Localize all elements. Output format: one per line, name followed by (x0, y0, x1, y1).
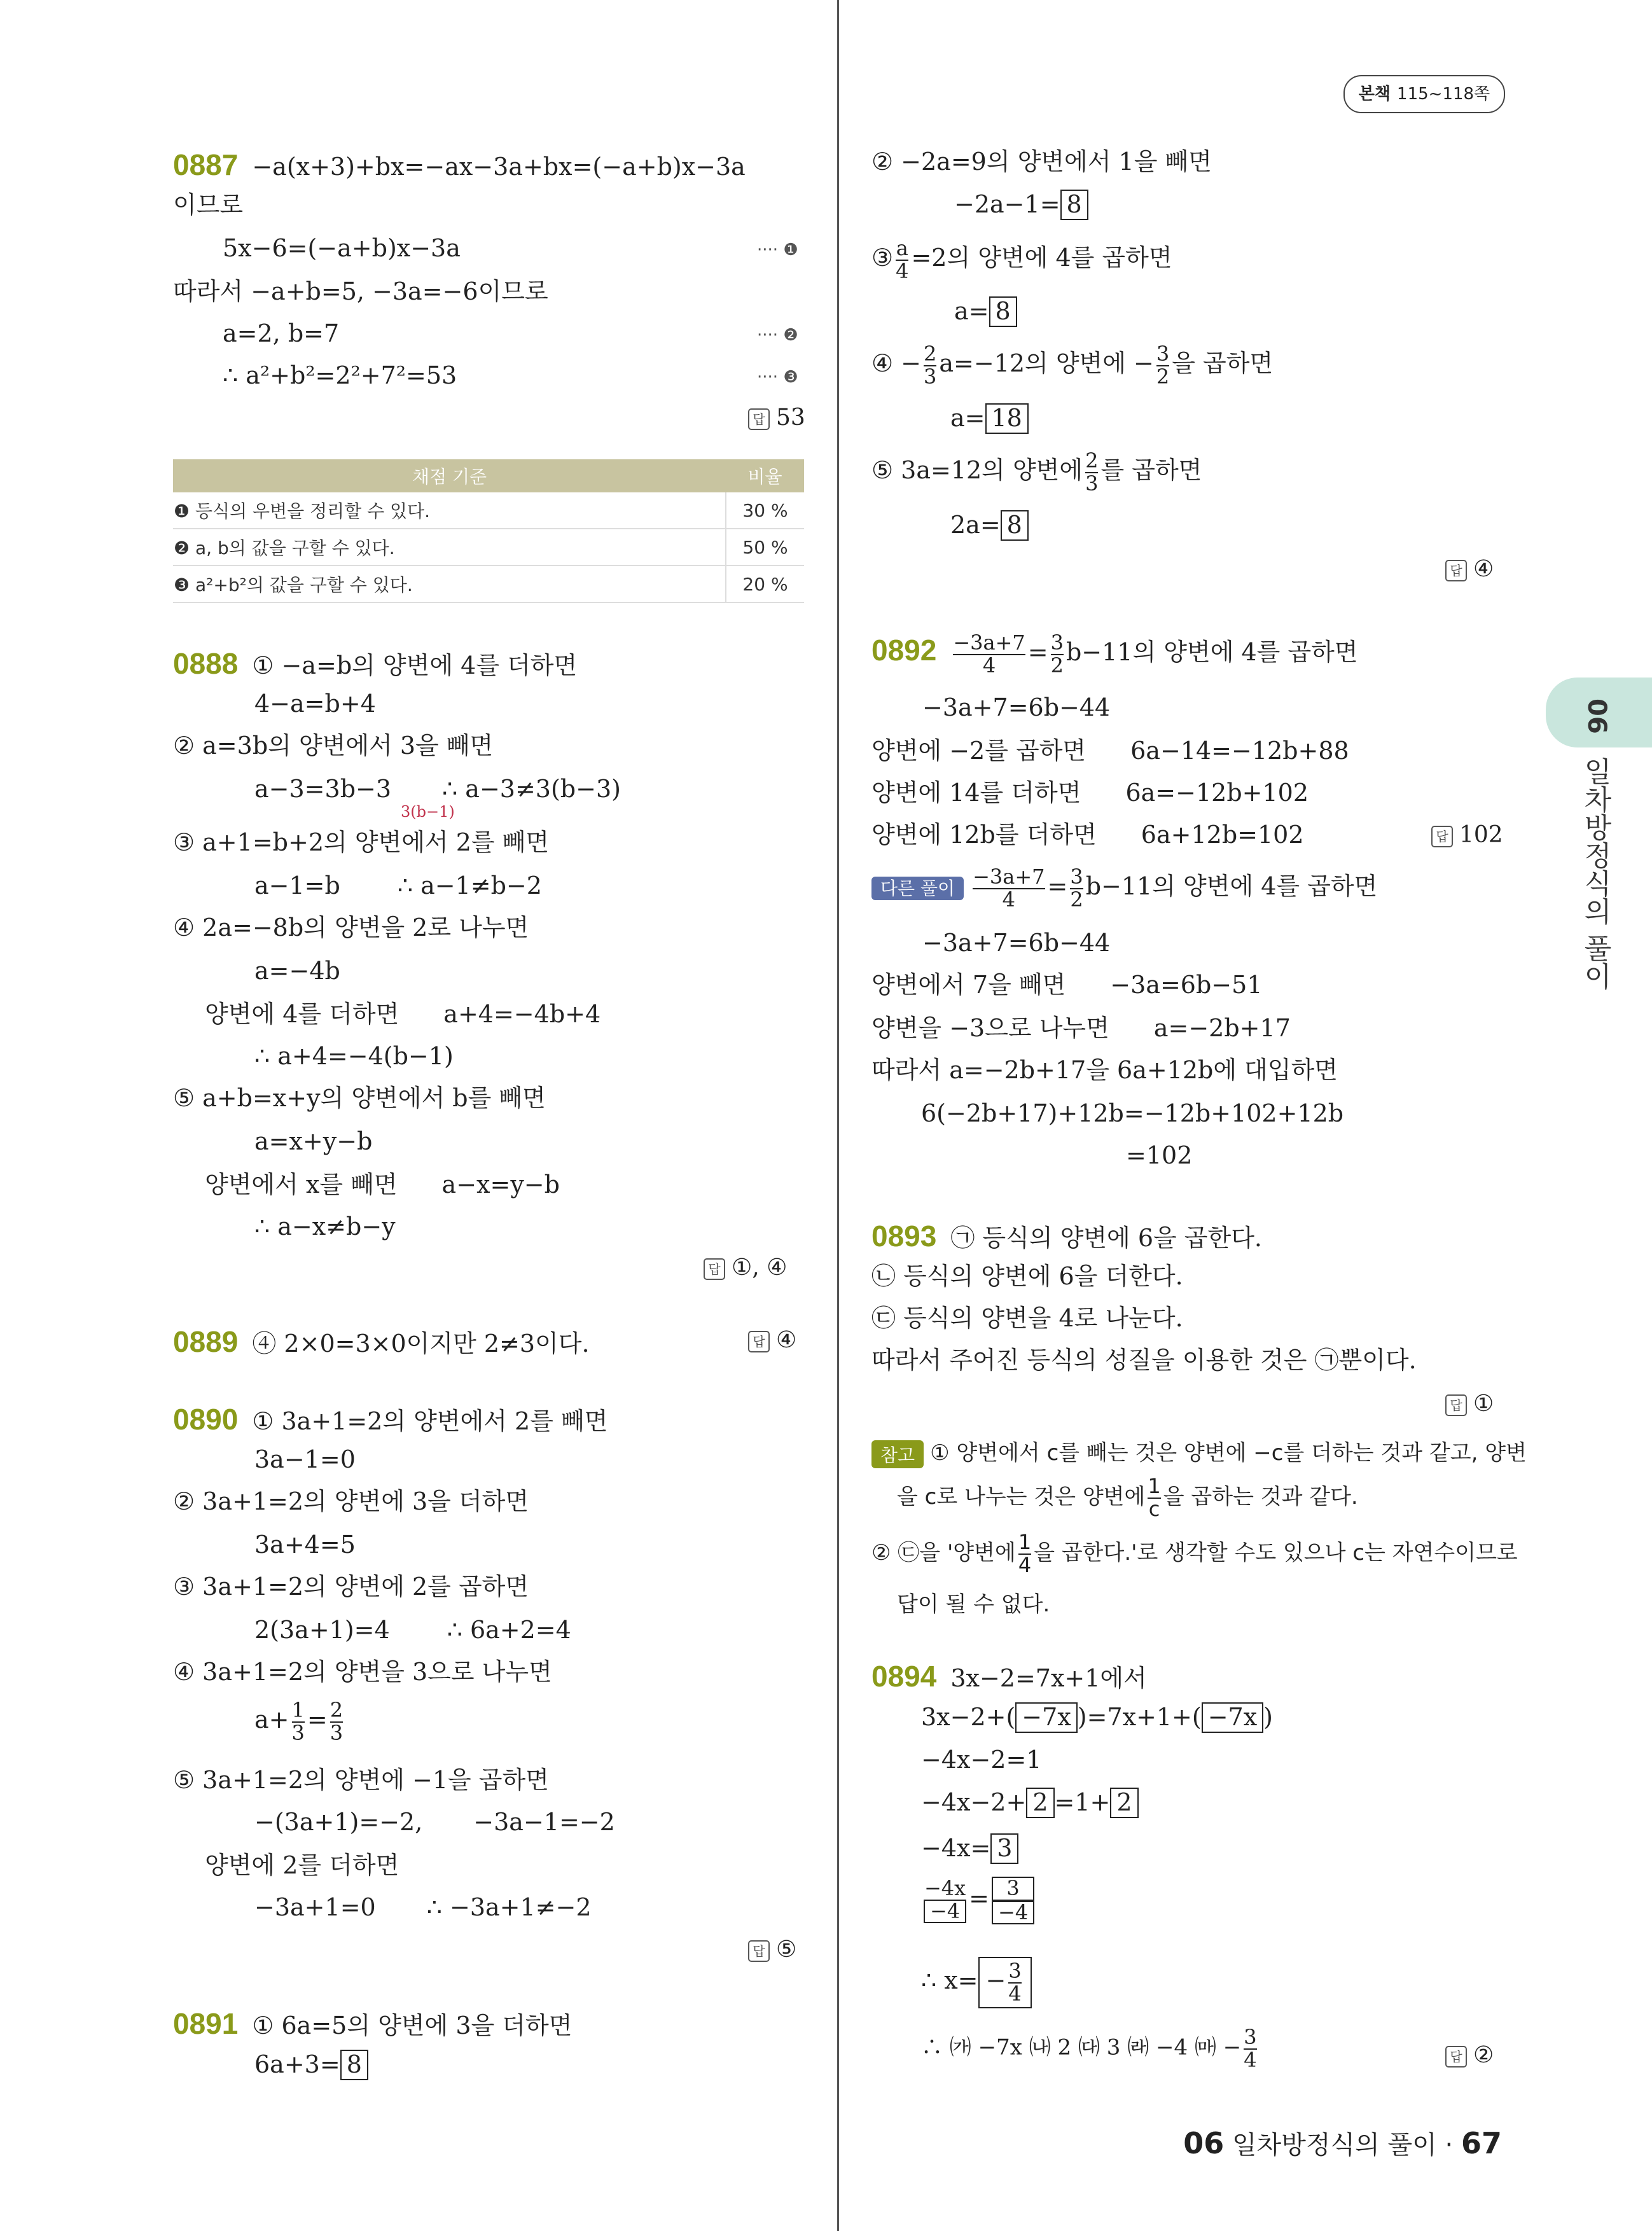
problem-0892-line3: 양변에 −2를 곱하면 6a−14=−12b+88 (871, 737, 1349, 765)
problem-0887-line4: 따라서 −a+b=5, −3a=−6이므로 (173, 277, 548, 305)
note-line1: 참고 ① 양변에서 c를 빼는 것은 양변에 −c를 더하는 것과 같고, 양변 (871, 1435, 1527, 1468)
answer-icon: 답 (748, 408, 770, 430)
problem-0891-line9: ⑤ 3a=12의 양변에 $\frac{2}{3}$ 를 곱하면 (871, 448, 1202, 496)
problem-0892-line4: 양변에 14를 더하면 6a=−12b+102 (871, 779, 1309, 807)
problem-0888-line7: ④ 2a=−8b의 양변을 2로 나누면 (173, 914, 529, 942)
ratio-header: 비율 (726, 459, 804, 492)
answer-0889: 답 ④ (748, 1327, 796, 1353)
problem-0890-line10: −(3a+1)=−2, −3a−1=−2 (254, 1808, 615, 1836)
alt-solution-line7: =102 (1126, 1141, 1193, 1169)
problem-0890-line11: 양변에 2를 더하면 (205, 1851, 399, 1879)
problem-0890-line9: ⑤ 3a+1=2의 양변에 −1을 곱하면 (173, 1766, 549, 1794)
textbook-page-reference: 본책 115~118쪽 (1343, 75, 1505, 113)
problem-0891-line10: 2a= 8 (950, 510, 1029, 541)
answer-0890: 답 ⑤ (748, 1936, 796, 1963)
column-divider (837, 0, 839, 2231)
table-row: ❷ a, b의 값을 구할 수 있다. 50 % (173, 529, 804, 566)
step-marker-1: ···· ❶ (757, 240, 798, 260)
problem-0890-line7: ④ 3a+1=2의 양변을 3으로 나누면 (173, 1658, 552, 1686)
problem-0888-line4: a−3=3b−3 ∴ a−3≠3(b−3) (254, 775, 621, 803)
problem-0894-line1: 0894 3x−2=7x+1에서 (871, 1660, 1147, 1693)
problem-0892-line5: 양변에 12b를 더하면 6a+12b=102 (871, 821, 1304, 849)
step-marker-3: ···· ❸ (757, 368, 798, 387)
scoring-criteria-table (173, 459, 804, 603)
answer-icon: 답 (1445, 2046, 1467, 2068)
problem-0894-line5: −4x= 3 (921, 1833, 1018, 1864)
problem-0894-line7: ∴ x= − $\frac{3}{4}$ (921, 1957, 1032, 2008)
problem-0893-line3: ㉢ 등식의 양변을 4로 나눈다. (871, 1304, 1183, 1332)
problem-0887-line2: 이므로 (173, 191, 244, 219)
problem-0888-line11: ⑤ a+b=x+y의 양변에서 b를 빼면 (173, 1084, 546, 1112)
problem-0891-line1: 0891 ① 6a=5의 양변에 3을 더하면 (173, 2007, 573, 2040)
alt-solution-line5: 따라서 a=−2b+17을 6a+12b에 대입하면 (871, 1056, 1338, 1084)
problem-0888-line10: ∴ a+4=−4(b−1) (254, 1042, 454, 1070)
problem-0894-line8: ∴ ㈎ −7x ㈏ 2 ㈐ 3 ㈑ −4 ㈒ − $\frac{3}{4}$ (921, 2025, 1257, 2072)
answer-0894: 답 ② (1445, 2042, 1494, 2068)
problem-0889-line1: 0889 ④ 2×0=3×0이지만 2≠3이다. (173, 1325, 590, 1358)
problem-0893-line1: 0893 ㉠ 등식의 양변에 6을 곱한다. (871, 1220, 1262, 1253)
answer-icon: 답 (1445, 560, 1467, 581)
answer-icon: 답 (748, 1331, 770, 1352)
answer-0892: 답 102 (1431, 822, 1503, 848)
problem-0888-line13: 양변에서 x를 빼면 a−x=y−b (205, 1171, 560, 1199)
problem-0894-line6: $\frac{-4x}{-4}$ = $\frac{3}{-4}$ (921, 1877, 1037, 1924)
problem-0890-line1: 0890 ① 3a+1=2의 양변에서 2를 빼면 (173, 1403, 608, 1436)
page-number: 67 (1461, 2126, 1502, 2160)
problem-0888-line14: ∴ a−x≠b−y (254, 1213, 396, 1241)
alt-solution-tag: 다른 풀이 (871, 877, 964, 901)
answer-0887: 답 53 (748, 405, 805, 431)
note-line3: ② ㉢을 '양변에 $\frac{1}{4}$ 을 곱한다.'로 생각할 수도 있으나 c는 자연수이므로 (871, 1530, 1518, 1577)
problem-0887-line1: 0887 −a(x+3)+bx=−ax−3a+bx=(−a+b)x−3a (173, 148, 746, 181)
problem-0891-line5: ③ $\frac{a}{4}$ =2의 양변에 4를 곱하면 (871, 236, 1172, 283)
note-line4: 답이 될 수 없다. (897, 1592, 1050, 1617)
step-marker-2: ···· ❷ (757, 326, 798, 345)
alt-solution-line1: 다른 풀이 $\frac{-3a+7}{4}$ = $\frac{3}{2}$ b−11의 양변에 4를 곱하면 (871, 866, 1377, 910)
alt-solution-line3: 양변에서 7을 빼면 −3a=6b−51 (871, 971, 1263, 999)
note-tag: 참고 (871, 1440, 924, 1468)
problem-0891-line3: ② −2a=9의 양변에서 1을 빼면 (871, 148, 1212, 176)
problem-0888-line3: ② a=3b의 양변에서 3을 빼면 (173, 732, 494, 760)
chapter-side-title: 일차방정식의 풀이 (1579, 757, 1611, 990)
table-row: ❶ 등식의 우변을 정리할 수 있다. 30 % (173, 492, 804, 529)
table-row: ❸ a²+b²의 값을 구할 수 있다. 20 % (173, 566, 804, 602)
problem-0888-line5: ③ a+1=b+2의 양변에서 2를 빼면 (173, 828, 550, 856)
problem-0890-line4: 3a+4=5 (254, 1531, 356, 1559)
page-footer: 06 일차방정식의 풀이 · 67 (1183, 2126, 1502, 2160)
answer-icon: 답 (1445, 1394, 1467, 1416)
problem-0893-line2: ㉡ 등식의 양변에 6을 더한다. (871, 1262, 1183, 1290)
problem-0892-line2: −3a+7=6b−44 (922, 693, 1111, 721)
problem-0888-line6: a−1=b ∴ a−1≠b−2 (254, 872, 542, 900)
problem-0894-line3: −4x−2=1 (921, 1746, 1042, 1774)
problem-0890-line2: 3a−1=0 (254, 1445, 356, 1473)
problem-0890-line3: ② 3a+1=2의 양변에 3을 더하면 (173, 1487, 529, 1515)
problem-0888-line8: a=−4b (254, 957, 340, 985)
problem-0893-line4: 따라서 주어진 등식의 성질을 이용한 것은 ㉠뿐이다. (871, 1346, 1417, 1374)
answer-icon: 답 (704, 1258, 725, 1280)
problem-0891-line7: ④ − $\frac{2}{3}$ a=−12의 양변에 − $\frac{3}{2}$ 을 곱하면 (871, 342, 1274, 389)
alt-solution-line6: 6(−2b+17)+12b=−12b+102+12b (921, 1099, 1344, 1127)
problem-0887-line5: a=2, b=7 (223, 319, 340, 347)
problem-0888-line1: 0888 ① −a=b의 양변에 4를 더하면 (173, 647, 578, 680)
problem-0888-line9: 양변에 4를 더하면 a+4=−4b+4 (205, 1000, 601, 1028)
problem-0891-line8: a= 18 (950, 403, 1029, 434)
problem-0894-line4: −4x−2+ 2 =1+ 2 (921, 1788, 1139, 1818)
answer-icon: 답 (1431, 826, 1453, 847)
chapter-number: 06 (1582, 698, 1611, 734)
problem-0891-line2: 6a+3= 8 (254, 2050, 368, 2080)
problem-0894-line2: 3x−2+( −7x )=7x+1+( −7x ) (921, 1702, 1273, 1733)
problem-0891-line4: −2a−1= 8 (954, 190, 1088, 220)
problem-0890-line6: 2(3a+1)=4 ∴ 6a+2=4 (254, 1616, 571, 1644)
problem-0888-line12: a=x+y−b (254, 1127, 373, 1155)
problem-0890-line5: ③ 3a+1=2의 양변에 2를 곱하면 (173, 1573, 529, 1601)
problem-0887-line6: ∴ a²+b²=2²+7²=53 (223, 361, 457, 389)
criteria-header: 채점 기준 (173, 459, 726, 492)
alt-solution-line4: 양변을 −3으로 나누면 a=−2b+17 (871, 1014, 1291, 1042)
problem-0890-line8: a+ $\frac{1}{3}$ = $\frac{2}{3}$ (254, 1698, 344, 1745)
answer-0891: 답 ④ (1445, 556, 1494, 582)
problem-0887-line3: 5x−6=(−a+b)x−3a (223, 234, 461, 262)
annotation-3b-1: 3(b−1) (401, 803, 455, 821)
problem-0888-line2: 4−a=b+4 (254, 690, 376, 718)
problem-0892-line1: 0892 $\frac{-3a+7}{4}$ = $\frac{3}{2}$ b−11의 양변에 4를 곱하면 (871, 630, 1358, 678)
answer-0893: 답 ① (1445, 1391, 1494, 1417)
answer-icon: 답 (748, 1940, 770, 1962)
problem-0891-line6: a= 8 (954, 296, 1017, 327)
problem-0890-line12: −3a+1=0 ∴ −3a+1≠−2 (254, 1893, 592, 1921)
answer-0888: 답 ①, ④ (704, 1255, 787, 1281)
alt-solution-line2: −3a+7=6b−44 (922, 929, 1111, 957)
note-line2: 을 c로 나누는 것은 양변에 $\frac{1}{c}$ 을 곱하는 것과 같다. (897, 1474, 1358, 1521)
